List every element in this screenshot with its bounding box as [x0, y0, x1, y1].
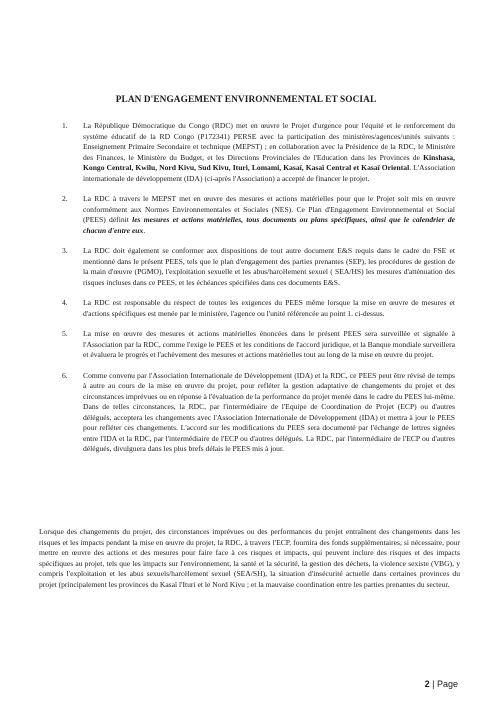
emphasis-text: les mesures et actions matérielles, tous documents ou plans spécifiques, ainsi que le calendrier de chacun d'entre eux [83, 215, 455, 235]
item-text: Comme convenu par l'Association Internationale de Développement (IDA) et la RDC, ce PEES peut être révisé de temps à autre au cours de la mise en œuvre du projet, pour refléter la gestion adaptative de changements du projet et des circonstances imprévues ou en réponse à l'évaluation de la performance du projet menée dans le cadre du PEES lui-même. Dans de telles circonstances, la RDC, par l'intermédiaire de l'Equipe de Coordination de Projet (ECP) ou d'autres délégués, acceptera les changements avec l'Association Internationale de Développement (IDA) et mettra à jour le PEES pour refléter ces changements. L'accord sur les modifications du PEES sera documenté par l'échange de lettres signées entre l'IDA et la RDC, par l'intermédiaire de l'ECP ou d'autres délégués. La RDC, par l'intermédiaire de l'ECP ou d'autres délégués, divulguera dans les plus brefs délais le PEES mis à jour. [83, 370, 455, 453]
item-number: 5. [62, 329, 68, 338]
commitment-list [55, 121, 455, 465]
item-text: La République Démocratique du Congo (RDC) met en œuvre le Projet d'urgence pour l'équité et le renforcement du système éducatif de la RD Congo (P172341) PERSE avec la participation des ministères/agences/unités suivants : Enseignement Primaire Secondaire et technique (MEPST) ; en collaboration avec la Présidence de la RDC, le Ministère des Finances, le Ministère du Budget, et les Directions Provinciales de l'Education dans les Provinces de [83, 121, 455, 162]
item-number: 6. [62, 370, 68, 380]
item-text-end: . L'Association internationale de développement (IDA) (ci-après l'Association) a accepté de financer le projet. [83, 163, 455, 183]
list-item-6 [55, 371, 455, 455]
item-number: 4. [62, 298, 68, 307]
item-text-end: . [143, 225, 146, 235]
footer-separator: | [429, 679, 437, 689]
list-item-4 [55, 298, 455, 319]
item-number: 1. [62, 121, 68, 130]
item-text: La RDC est responsable du respect de toutes les exigences du PEES même lorsque la mise en œuvre de mesures et d'actions spécifiques est menée par le ministère, l'agence ou l'unité référencée au point 1. ci-dessus. [83, 298, 455, 318]
page-footer [425, 679, 458, 689]
list-item-5 [55, 329, 455, 361]
item-text: La RDC doit également se conformer aux dispositions de tout autre document E&S requis dans le cadre du FSE et mentionné dans le présent PEES, tels que le plan d'engagement des parties prenantes (SEP), les procédures de gestion de la main d'œuvre (PGMO), l'exploitation sexuelle et les abus/harcèlement sexuel ( SEA/HS) les mesures d'atténuation des risques incluses dans ce PEES, et les échéances spécifiées dans ces documents E&S. [83, 246, 455, 287]
item-number: 2. [62, 194, 68, 203]
item-text: La mise en œuvre des mesures et actions matérielles énoncées dans le présent PEES sera surveillée et signalée à l'Association par la RDC, comme l'exige le PEES et les conditions de l'accord juridique, et la Banque mondiale surveillera et évaluera le progrès et l'achèvement des mesures et actions matérielles tout au long de la mise en œuvre du projet. [83, 329, 455, 359]
closing-paragraph: Lorsque des changements du projet, des circonstances imprévues ou des performances du projet entraînent des changements dans les risques et les impacts pendant la mise en œuvre du projet, la RDC, à travers l'ECP, fournira des fonds supplémentaires, si nécessaire, pour mettre en œuvre des actions et des mesures pour faire face à ces risques et impacts, qui peuvent inclure des risques et des impacts spécifiques au projet, tels que les impacts sur l'environnement, la santé et la sécurité, la gestion des déchets, la violence sexiste (VBG), y compris l'exploitation et les abus sexuels/harcèlement sexuel (SEA/SH), la situation d'insécurité actuelle dans certaines provinces du projet (principalement les provinces du Kasaï l'Ituri et le Nord Kivu ; et la mauvaise coordination entre les parties prenantes du secteur. [39, 527, 460, 589]
page-number: 2 [424, 679, 430, 689]
list-item-3 [55, 246, 455, 288]
list-item-1 [55, 121, 455, 184]
list-item-2 [55, 194, 455, 236]
item-text: La RDC à travers le MEPST met en œuvre des mesures et actions matérielles pour que le Projet soit mis en œuvre conformément aux Normes Environnementales et Sociales (NES). Ce Plan d'Engagement Environnemental et Social (PEES) définit [83, 194, 455, 224]
province-list: Kinshasa, Kongo Central, Kwilu, Nord Kivu, Sud Kivu, Ituri, Lomami, Kasaï, Kasaï Central et Kasaï Oriental [83, 152, 455, 172]
page-label: Page [436, 679, 458, 689]
page-title: PLAN D'ENGAGEMENT ENVIRONNEMENTAL ET SOCIAL [115, 95, 377, 105]
item-number: 3. [62, 246, 68, 255]
